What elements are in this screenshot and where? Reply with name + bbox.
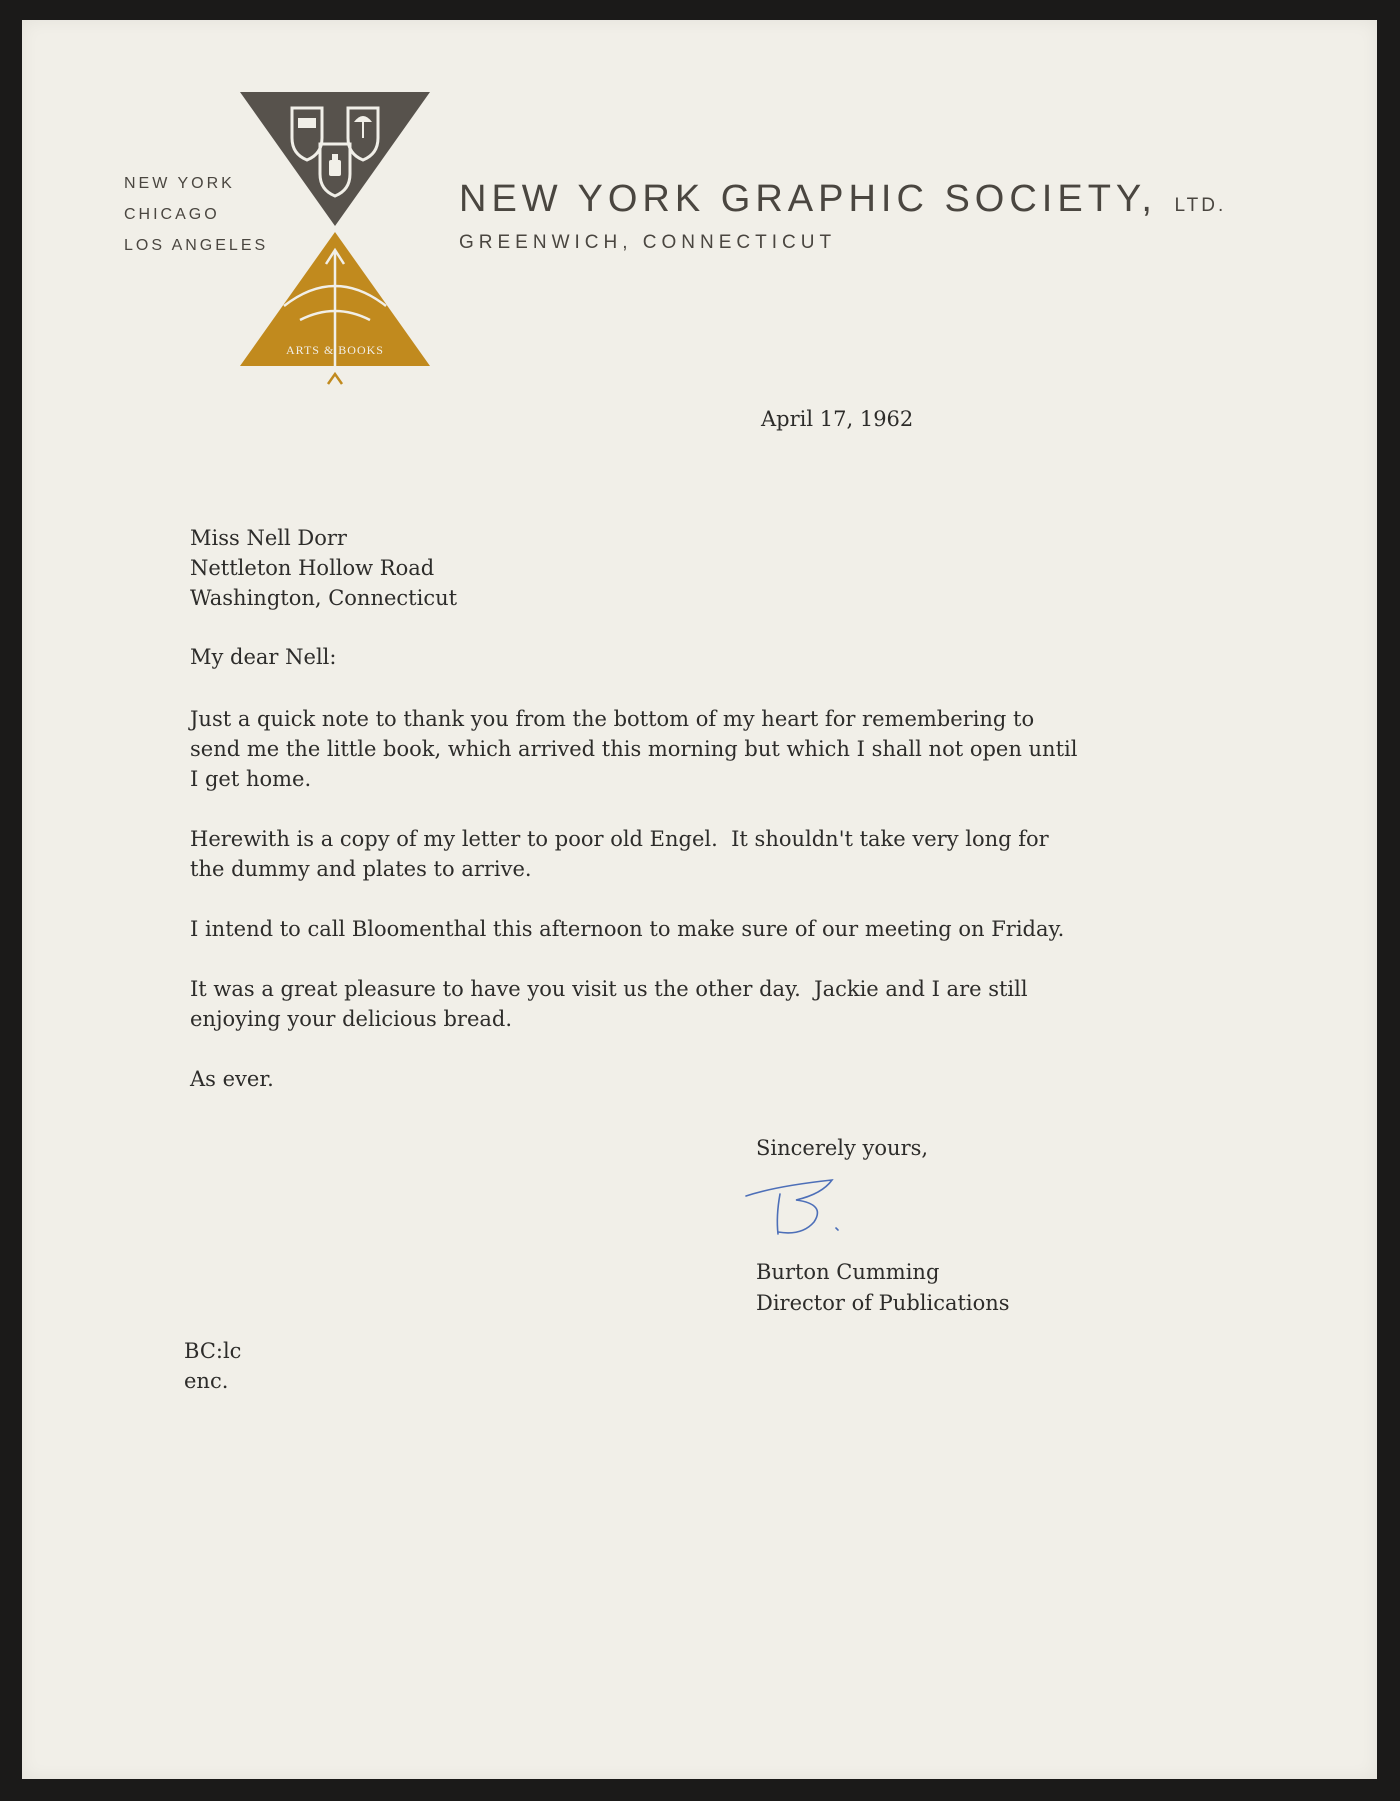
city-chicago: CHICAGO (124, 206, 220, 223)
body-line: As ever. (190, 1067, 274, 1091)
body-line: It was a great pleasure to have you visit us the other day. Jackie and I are still (190, 977, 1028, 1001)
salutation: My dear Nell: (190, 645, 337, 669)
body-line: enjoying your delicious bread. (190, 1007, 513, 1031)
city-new-york: NEW YORK (124, 175, 235, 192)
letter-body (190, 704, 1077, 1124)
body-line: Herewith is a copy of my letter to poor old Engel. It shouldn't take very long for (190, 827, 1049, 851)
recipient-line: Washington, Connecticut (190, 586, 458, 610)
handwritten-signature (744, 1170, 854, 1245)
paragraph (190, 704, 1077, 794)
body-line: send me the little book, which arrived this morning but which I shall not open until (190, 737, 1078, 761)
reference-line: BC:lc (184, 1339, 242, 1363)
company-logo (240, 92, 430, 394)
company-suffix: LTD. (1174, 195, 1227, 216)
hourglass-logo-icon (240, 92, 430, 394)
paragraph (190, 1064, 1077, 1094)
body-line: I get home. (190, 767, 312, 791)
recipient-line: Miss Nell Dorr (190, 526, 347, 550)
paragraph (190, 914, 1077, 944)
signature-icon (744, 1170, 854, 1245)
closing: Sincerely yours, (756, 1136, 929, 1160)
signer-name: Burton Cumming (756, 1260, 940, 1284)
recipient-address (190, 523, 457, 613)
body-line: the dummy and plates to arrive. (190, 857, 532, 881)
city-los-angeles: LOS ANGELES (124, 237, 269, 254)
logo-text: ARTS & BOOKS (286, 343, 384, 357)
signer-title: Director of Publications (756, 1291, 1010, 1315)
recipient-line: Nettleton Hollow Road (190, 556, 435, 580)
paragraph (190, 824, 1077, 884)
letter-date: April 17, 1962 (761, 407, 914, 431)
body-line: Just a quick note to thank you from the bottom of my heart for remembering to (190, 707, 1035, 731)
paragraph (190, 974, 1077, 1034)
reference-initials (184, 1336, 241, 1396)
reference-line: enc. (184, 1369, 229, 1393)
letter-page (22, 20, 1377, 1779)
body-line: I intend to call Bloomenthal this afternoon to make sure of our meeting on Friday. (190, 917, 1065, 941)
signature-block (756, 1257, 1010, 1319)
company-location: GREENWICH, CONNECTICUT (459, 232, 837, 253)
company-name (459, 178, 1226, 221)
company-name-main: NEW YORK GRAPHIC SOCIETY, (459, 178, 1157, 220)
